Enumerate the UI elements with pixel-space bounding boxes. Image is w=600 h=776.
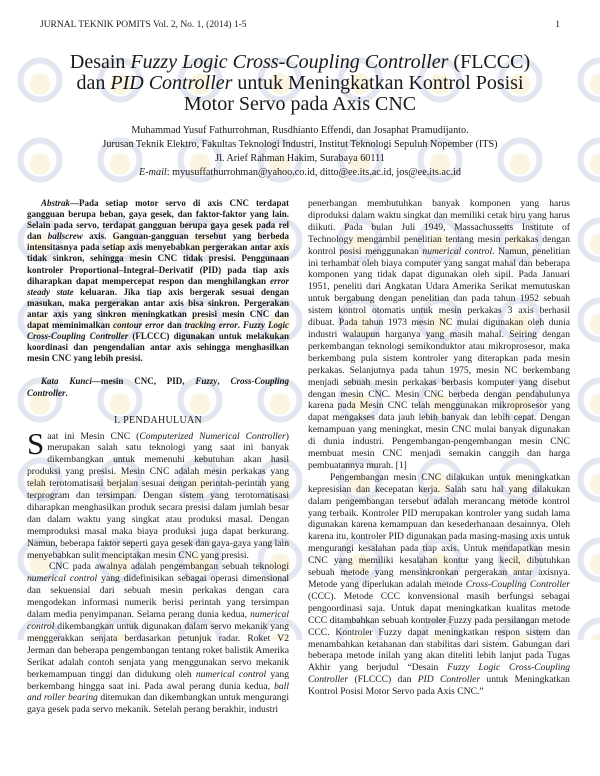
email-label: E-mail xyxy=(139,167,167,178)
keywords-label: Kata Kunci xyxy=(41,376,92,387)
paragraph xyxy=(27,561,289,716)
email-addresses[interactable]: : myusuffathurrohman@yahoo.co.id, ditto@ee.its.ac.id, jos@ee.its.ac.id xyxy=(166,167,461,178)
title-italic: Fuzzy Logic Cross-Coupling Controller xyxy=(130,51,449,73)
address: Jl. Arief Rahman Hakim, Surabaya 60111 xyxy=(215,153,385,164)
body-text: untuk Meningkatkan Kontrol Posisi Motor Servo pada Axis CNC.” xyxy=(308,674,570,698)
page-number: 1 xyxy=(555,20,560,30)
keywords-italic: Cross-Coupling Controller xyxy=(27,376,290,398)
abstract xyxy=(27,198,289,364)
abstract-text: keluaran. Jika tiap axis bergerak sesuai dengan masukan, maka pergerakan antar axis bisa sinkron. Pergerakan antar axis yang sinkron meningkatkan presisi mesin CNC dan dapat meminimalkan xyxy=(27,286,289,331)
title-text: untuk Meningkatkan Kontrol Posisi xyxy=(232,72,524,94)
paper-title xyxy=(40,52,560,115)
right-column xyxy=(308,198,570,698)
body-text: (FLCCC) dan xyxy=(348,674,418,686)
abstract-italic: contour error xyxy=(113,320,165,331)
body-text: aat ini Mesin CNC ( xyxy=(47,430,140,442)
abstract-text: dan xyxy=(164,320,185,331)
drop-cap: S xyxy=(27,425,45,461)
affiliation: Jurusan Teknik Elektro, Fakultas Teknologi Industri, Institut Teknologi Sepuluh Nopember (ITS) xyxy=(102,139,498,150)
body-italic: Computerized Numerical Controller xyxy=(139,430,286,442)
body-text: yang didefinisikan sebagai operasi dimensional dan sekuensial dari sebuah mesin perkakas dengan cara mengodekan informasi numerik berisi perintah yang tersimpan dalam media penyimpanan. Selama perang dunia kedua, xyxy=(27,573,289,621)
left-column xyxy=(27,198,289,716)
abstract-italic: tracking error xyxy=(184,320,238,331)
body-text: ) merupakan salah satu teknologi yang saat ini banyak dikembangkan untuk memenuhi kebutuhan akan hasil produksi yang presisi. Mesin CNC adalah mesin perkakas yang telah terotomatisasi berjalan sesuai dengan perintah-perintah yang terprogram dan tersimpan. Dengan sistem yang terotomatisasi diharapkan menghasilkan produk secara presisi dalam jumlah besar dan dalam waktu yang singkat atau produksi masal. Dengan memproduksi masal maka biaya produksi juga dapat berkurang. Namun, beberapa faktor seperti gaya gesek dan gaya-gaya yang lain menyebabkan sulit menciptakan mesin CNC yang presisi. xyxy=(27,430,289,561)
body-text: . Namun, penelitian ini terhambat oleh biaya computer yang sangat mahal dan beberapa komponen yang tidak dapat digunakan oleh sipil. Pada Januari 1951, peneliti dari Angkatan Udara Amerika Serikat memutuskan untuk bergabung dengan penelitian dan pada tahun 1952 sebuah sistem kontrol otomatis untuk mesin perkakas 3 axis berhasil dibuat. Pada tahun 1973 mesin NC mulai digunakan oleh dunia industri walaupun harganya yang masih mahal. Seiring dengan perkembangan teknologi semikonduktor atau mikroprosesor, maka berkembang pula sistem kontroler yang diterapkan pada mesin perkakas. Selanjutnya pada tahun 1975, mesin NC berkembang menjadi sebuah mesin perkakas berbasis komputer yang disebut dengan mesin CNC. Mesin CNC berbeda dengan pendahulunya karena pada Mesin CNC telah menggunakan mikroprosesor yang dapat mengakses data jauh lebih banyak dan lebih cepat. Dengan kemampuan yang meningkat, mesin CNC mulai banyak digunakan di dunia industri. Pengembangan-pengembangan mesin CNC membuat mesin CNC menjadi semakin canggih dan harga pembuatannya murah. [1] xyxy=(308,245,570,471)
title-text: dan xyxy=(76,72,111,94)
author-block xyxy=(20,124,580,180)
title-text: Desain xyxy=(69,51,131,73)
keywords-text: —mesin CNC, PID, xyxy=(91,376,196,387)
abstract-text: axis. Ganguan-gangguan tersebut yang berbeda intensitasnya pada setiap axis menyebabkan pergerakan antar axis tidak sinkron, sehingga mesin CNC tidak presisi. Penggunaan kontroler Proportional–Integral–Derivatif (PID) pada tiap axis diharapkan dapat mempercepat respon dan menghilangkan xyxy=(27,231,289,286)
journal-citation: JURNAL TEKNIK POMITS Vol. 2, No. 1, (2014) 1-5 xyxy=(40,20,247,30)
body-text: (CCC). Metode CCC konvensional masih berfungsi sebagai pengoordinasi saja. Untuk dapat meningkatkan kualitas metode CCC ditambahkan sebuah kontroler Fuzzy pada persilangan metode CCC. Kontroler Fuzzy dapat meningkatkan respon sistem dan menambahkan ketahanan dan stabilitas dari sistem. Gabungan dari beberapa metode inilah yang akan diteliti lebih lanjut pada Tugas Akhir yang berjudul “Desain xyxy=(308,590,570,674)
author-names: Muhammad Yusuf Fathurrohman, Rusdhianto Effendi, dan Josaphat Pramudijanto. xyxy=(131,125,469,136)
abstract-text: . xyxy=(237,320,243,331)
keywords-text: , xyxy=(217,376,231,387)
body-italic: numerical control xyxy=(27,573,98,585)
body-italic: ball and roller bearing xyxy=(27,680,289,704)
intro-body-right xyxy=(308,198,570,698)
title-text: Motor Servo pada Axis CNC xyxy=(183,93,417,115)
body-italic: Cross-Coupling Controller xyxy=(465,579,570,590)
abstract-italic: ballscrew xyxy=(47,231,83,242)
abstract-text: (FLCCC) digunakan untuk melakukan koordinasi dan pengendalian antar axis sehingga menghasilkan mesin CNC yang lebih presisi. xyxy=(27,331,289,364)
body-italic: PID Controller xyxy=(417,674,481,686)
abstract-label: Abstrak xyxy=(41,198,71,208)
paragraph xyxy=(308,198,570,472)
title-italic: PID Controller xyxy=(110,72,233,94)
body-text: dikembangkan untuk digunakan dalam servo mekanik yang menggerakkan senjata berdasarkan petunjuk radar. Roket V2 Jerman dan beberapa pengembangan tentang roket balistik Amerika Serikat adalah contoh senjata yang menggunakan servo mekanik berkemampuan tinggi dan didukung oleh xyxy=(27,621,289,680)
paragraph xyxy=(27,425,289,562)
intro-body-left xyxy=(27,425,290,717)
keywords-text: . xyxy=(65,387,68,398)
body-italic: numerical control xyxy=(422,245,493,257)
body-text: CNC pada awalnya adalah pengembangan sebuah teknologi xyxy=(49,561,289,573)
email-line xyxy=(20,166,580,180)
abstract-italic: Fuzzy Logic Cross-Coupling Controller xyxy=(27,320,290,342)
abstract-text: —Pada setiap motor servo di axis CNC terdapat gangguan berupa beban, gaya gesek, dan faktor-faktor yang lain. Selain pada servo, terdapat gangguan berupa gaya gesek pada rel dan xyxy=(27,198,289,242)
keywords xyxy=(27,376,289,398)
body-text: Pengembangan mesin CNC dilakukan untuk meningkatkan kepresisian dan kecepatan kerja. Salah satu hal yang dilakukan dalam pengembangan tersebut adalah merancang metode kontrol yang terbaik. Kontroler PID merupakan kontroler yang sudah lama digunakan karena kemampuan dan kesederhanaan desainnya. Oleh karena itu, kontroler PID digunakan pada masing-masing axis untuk mengurangi kesalahan pada tiap axis. Untuk mendapatkan mesin CNC yang memiliki kesalahan kontur yang kecil, dibutuhkan sebuah metode yang mensinkronkan pergerakan antar axisnya. Metode yang diperlukan adalah metode xyxy=(308,471,570,590)
body-text: yang berkembang hingga saat ini. Pada awal perang dunia kedua, xyxy=(27,668,289,692)
body-italic: numerical control xyxy=(27,609,289,632)
section-heading: I. PENDAHULUAN xyxy=(113,414,203,426)
body-text: penerbangan membutuhkan banyak komponen yang harus diproduksi dalam waktu singkat dan memiliki cetak biru yang harus diikuti. Pada bulan Juli 1949, Massachussetts Institute of Technology mengambil penelitian tentang mesin perkakas dengan kontrol posisi menggunakan xyxy=(308,198,570,257)
body-italic: Fuzzy Logic Cross-Coupling Controller xyxy=(308,662,570,686)
running-head xyxy=(40,20,560,30)
paragraph xyxy=(308,472,570,698)
title-text: (FLCCC) xyxy=(448,51,531,73)
abstract-italic: error steady state xyxy=(27,275,289,297)
body-text: ditemukan dan dikembangkan untuk mengurangi gaya gesek pada servo mekanik. Setelah perang berakhir, industri xyxy=(27,692,290,716)
body-italic: numerical control xyxy=(195,668,267,680)
keywords-italic: Fuzzy xyxy=(195,376,218,387)
